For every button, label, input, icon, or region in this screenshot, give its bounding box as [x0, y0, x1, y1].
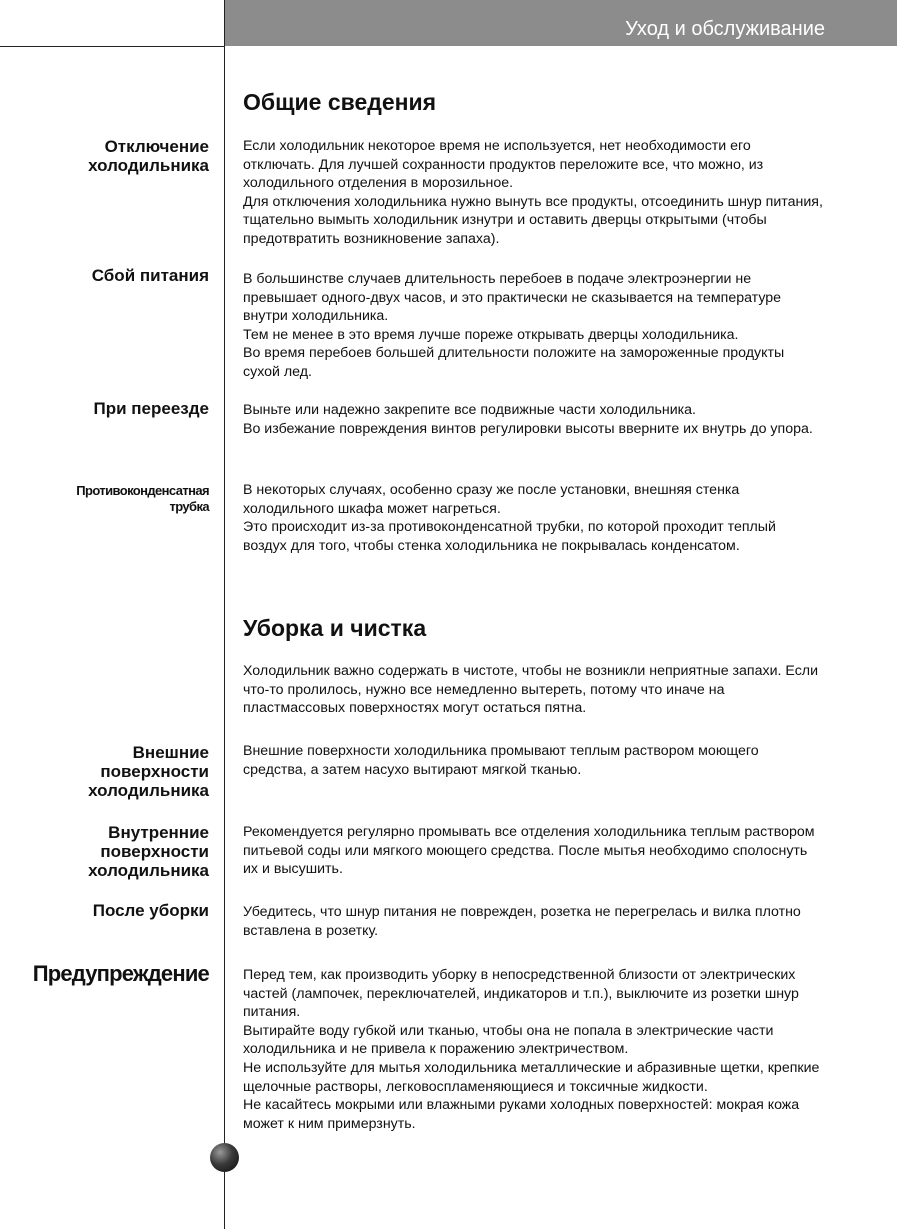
paragraph: В некоторых случаях, особенно сразу же после установки, внешняя стенка холодильного шкафа может нагреться.: [243, 482, 740, 517]
label-switch-off: [88, 137, 209, 175]
paragraph: Выньте или надежно закрепите все подвижные части холодильника.: [243, 402, 696, 418]
paragraph: Это происходит из-за противоконденсатной трубки, по которой проходит теплый воздух для того, чтобы стенка холодильника не покрывалась конденсатом.: [243, 519, 776, 554]
text-warning: [243, 966, 823, 1133]
label-exterior-surfaces: [88, 743, 209, 800]
label-interior-surfaces: [88, 823, 209, 880]
text-after-cleaning: [243, 903, 823, 940]
label-after-cleaning: [93, 901, 209, 920]
paragraph: Для отключения холодильника нужно вынуть все продукты, отсоединить шнур питания, тщательно вымыть холодильник изнутри и оставить дверцы открытыми (чтобы предотвратить возникновение запаха).: [243, 193, 823, 247]
text-moving: [243, 401, 823, 438]
paragraph: Во время перебоев большей длительности положите на замороженные продукты сухой лед.: [243, 345, 785, 380]
label-line: Противоконденсатная: [76, 483, 209, 498]
paragraph: Рекомендуется регулярно промывать все отделения холодильника теплым раствором питьевой соды или мягкого моющего средства. После мытья необходимо сполоснуть их и высушить.: [243, 824, 815, 878]
paragraph: В большинстве случаев длительность перебоев в подаче электроэнергии не превышает одного-двух часов, и это практически не сказывается на температуре внутри холодильника.: [243, 271, 782, 325]
paragraph: Внешние поверхности холодильника промывают теплым раствором моющего средства, а затем насухо вытирают мягкой тканью.: [243, 743, 759, 778]
text-exterior-surfaces: [243, 742, 823, 779]
paragraph: Холодильник важно содержать в чистоте, чтобы не возникли неприятные запахи. Если что-то пролилось, нужно все немедленно вытереть, потому что иначе на пластмассовых поверхностях могут остаться пятна.: [243, 663, 818, 717]
page-marker-dot: [210, 1143, 239, 1172]
text-anti-condensation-tube: [243, 481, 823, 555]
text-interior-surfaces: [243, 823, 823, 879]
paragraph: Перед тем, как производить уборку в непосредственной близости от электрических частей (лампочек, переключателей, индикаторов и т.п.), выключите из розетки шнур питания.: [243, 967, 799, 1021]
label-anti-condensation-tube: [76, 483, 209, 515]
page-header-title: Уход и обслуживание: [625, 18, 825, 40]
paragraph: Вытирайте воду губкой или тканью, чтобы она не попала в электрические части холодильника и не привела к поражению электричеством.: [243, 1022, 774, 1058]
label-power-failure: [92, 266, 209, 285]
header-divider: [0, 46, 224, 47]
label-line: поверхности: [100, 842, 209, 861]
label-warning: [33, 961, 209, 987]
paragraph: Если холодильник некоторое время не используется, нет необходимости его отключать. Для лучшей сохранности продуктов переложите все, что можно, из холодильного отделения в морозильное.: [243, 138, 764, 192]
paragraph: Убедитесь, что шнур питания не поврежден, розетка не перегрелась и вилка плотно вставлена в розетку.: [243, 904, 801, 939]
text-switch-off: [243, 137, 823, 249]
label-line: Отключение: [104, 137, 209, 156]
section-heading-cleaning: Уборка и чистка: [243, 615, 427, 641]
label-line: холодильника: [88, 156, 209, 175]
label-line: При переезде: [93, 399, 209, 418]
label-line: Предупреждение: [32, 961, 209, 986]
label-line: холодильника: [88, 861, 209, 880]
label-line: Внутренние: [108, 823, 209, 842]
label-line: Внешние: [132, 743, 209, 762]
label-line: холодильника: [88, 781, 209, 800]
label-line: трубка: [169, 499, 209, 514]
vertical-divider: [224, 0, 225, 1229]
label-line: Сбой питания: [91, 266, 209, 285]
header-bar: [224, 0, 897, 46]
paragraph: Тем не менее в это время лучше пореже открывать дверцы холодильника.: [243, 326, 739, 343]
text-power-failure: [243, 270, 823, 382]
paragraph: Во избежание повреждения винтов регулировки высоты вверните их внутрь до упора.: [243, 420, 813, 437]
label-moving: [94, 399, 210, 418]
paragraph: Не касайтесь мокрыми или влажными руками холодных поверхностей: мокрая кожа может к ним примерзнуть.: [243, 1097, 800, 1132]
label-line: После уборки: [92, 901, 209, 920]
paragraph: Не используйте для мытья холодильника металлические и абразивные щетки, крепкие щелочные растворы, легковоспламеняющиеся и токсичные жидкости.: [243, 1059, 820, 1095]
section-heading-general: Общие сведения: [243, 89, 437, 115]
label-line: поверхности: [100, 762, 209, 781]
text-cleaning-intro: [243, 662, 823, 718]
